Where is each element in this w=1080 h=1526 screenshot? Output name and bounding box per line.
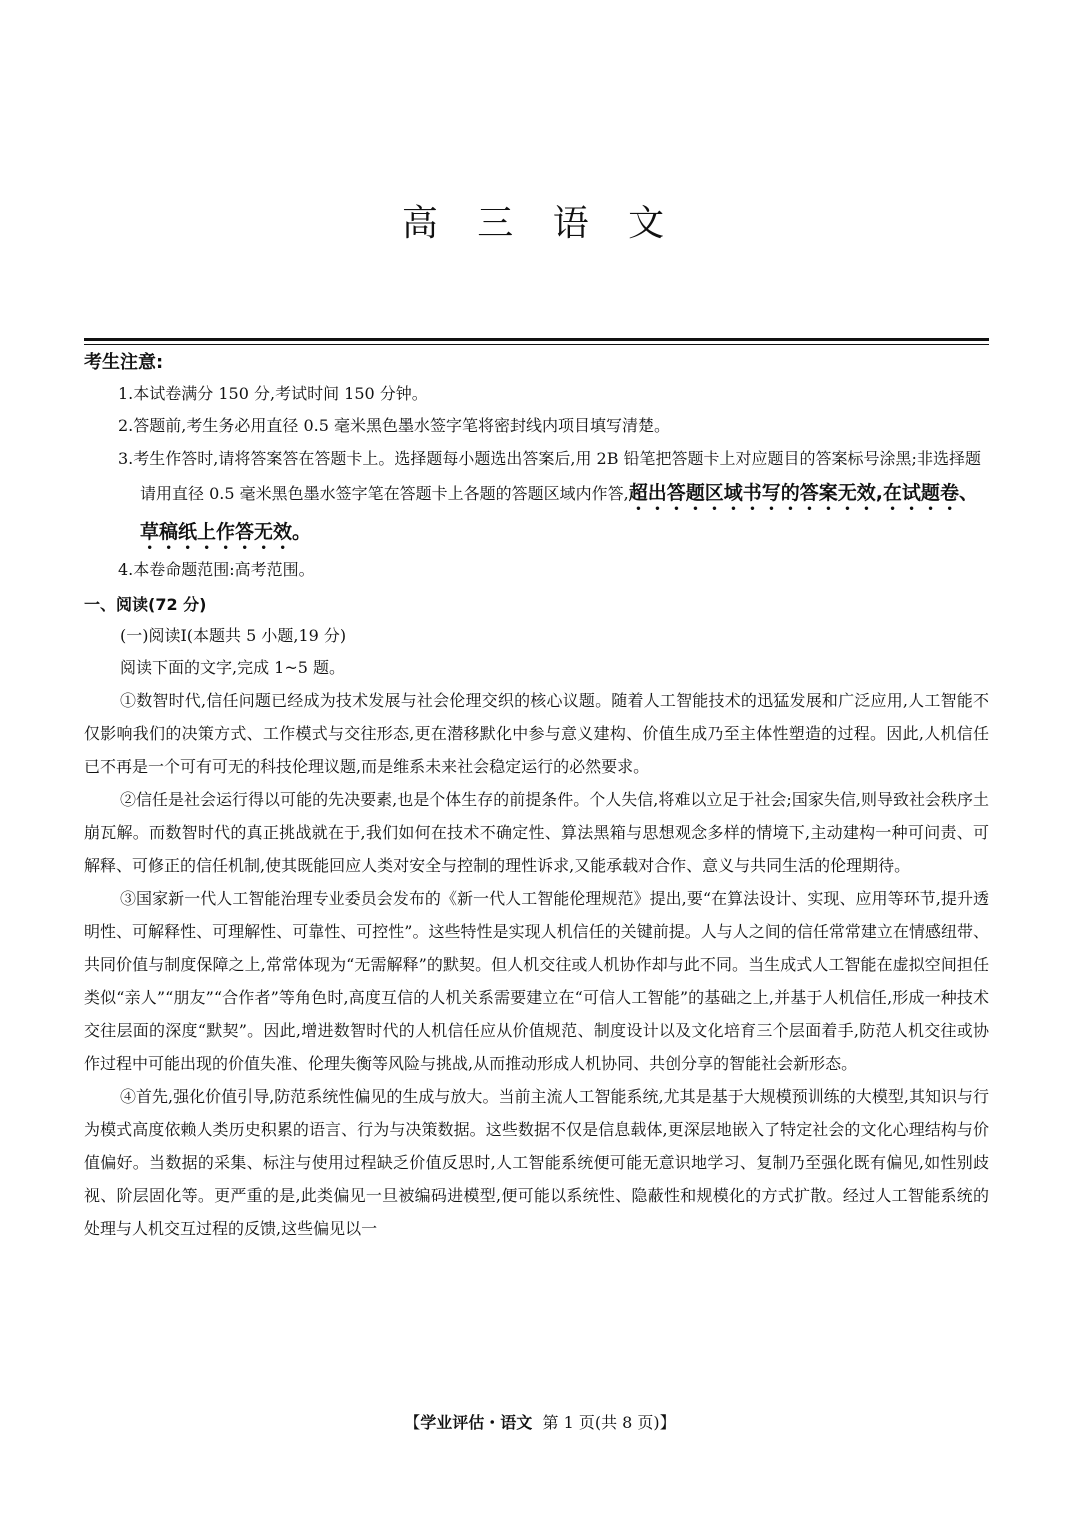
footer-right-bracket: 】: [659, 1413, 676, 1432]
page-footer: [0, 1410, 1080, 1433]
candidate-notice: [84, 348, 989, 586]
section-heading: 一、阅读(72 分): [84, 595, 207, 614]
notice-item-4: 4.本卷命题范围:高考范围。: [118, 560, 315, 579]
notice-item-3-text: 3.考生作答时,请将答案答在答题卡上。选择题每小题选出答案后,用 2B 铅笔把答题卡上对应题目的答案标号涂黑;非选择题请用直径 0.5 毫米黑色墨水签字笔在答题卡上各题的答题区域内作答,: [118, 449, 981, 503]
notice-item-3-emphasis: 超出答题区域书写的答案无效,在试题卷、草稿纸上作答无效。: [140, 482, 978, 543]
notice-heading: 考生注意:: [84, 352, 164, 373]
title-divider-thick: [84, 338, 989, 341]
footer-page-info: 第 1 页(共 8 页): [542, 1413, 660, 1432]
notice-item-2: 2.答题前,考生务必用直径 0.5 毫米黑色墨水签字笔将密封线内项目填写清楚。: [118, 416, 670, 435]
passage-paragraph-3: ③国家新一代人工智能治理专业委员会发布的《新一代人工智能伦理规范》提出,要“在算法设计、实现、应用等环节,提升透明性、可解释性、可理解性、可靠性、可控性”。这些特性是实现人机信任的关键前提。人与人之间的信任常常建立在情感纽带、共同价值与制度保障之上,常常体现为“无需解释”的默契。但人机交往或人机协作却与此不同。当生成式人工智能在虚拟空间担任类似“亲人”“朋友”“合作者”等角色时,高度互信的人机关系需要建立在“可信人工智能”的基础之上,并基于人机信任,形成一种技术交往层面的深度“默契”。因此,增进数智时代的人机信任应从价值规范、制度设计以及文化培育三个层面着手,防范人机交往或协作过程中可能出现的价值失准、伦理失衡等风险与挑战,从而推动形成人机协同、共创分享的智能社会新形态。: [84, 889, 989, 1073]
page-title: 高 三 语 文: [401, 203, 679, 244]
notice-item-1: 1.本试卷满分 150 分,考试时间 150 分钟。: [118, 384, 428, 403]
reading-section: [84, 590, 989, 1245]
passage-paragraph-2: ②信任是社会运行得以可能的先决要素,也是个体生存的前提条件。个人失信,将难以立足于社会;国家失信,则导致社会秩序土崩瓦解。而数智时代的真正挑战就在于,我们如何在技术不确定性、算法黑箱与思想观念多样的情境下,主动建构一种可问责、可解释、可修正的信任机制,使其既能回应人类对安全与控制的理性诉求,又能承载对合作、意义与共同生活的伦理期待。: [84, 790, 989, 875]
footer-exam-name: 学业评估・语文: [420, 1413, 533, 1432]
notice-item-3: [84, 442, 989, 554]
passage-paragraph-4: ④首先,强化价值引导,防范系统性偏见的生成与放大。当前主流人工智能系统,尤其是基于大规模预训练的大模型,其知识与行为模式高度依赖人类历史积累的语言、行为与决策数据。这些数据不仅是信息载体,更深层地嵌入了特定社会的文化心理结构与价值偏好。当数据的采集、标注与使用过程缺乏价值反思时,人工智能系统便可能无意识地学习、复制乃至强化既有偏见,如性别歧视、阶层固化等。更严重的是,此类偏见一旦被编码进模型,便可能以系统性、隐蔽性和规模化的方式扩散。经过人工智能系统的处理与人机交互过程的反馈,这些偏见以一: [84, 1087, 989, 1238]
reading-subheading: (一)阅读Ⅰ(本题共 5 小题,19 分): [120, 626, 347, 645]
footer-left-bracket: 【: [404, 1413, 421, 1432]
reading-instruction: 阅读下面的文字,完成 1~5 题。: [120, 658, 346, 677]
title-divider-thin: [84, 344, 989, 345]
passage-paragraph-1: ①数智时代,信任问题已经成为技术发展与社会伦理交织的核心议题。随着人工智能技术的迅猛发展和广泛应用,人工智能不仅影响我们的决策方式、工作模式与交往形态,更在潜移默化中参与意义建构、价值生成乃至主体性塑造的过程。因此,人机信任已不再是一个可有可无的科技伦理议题,而是维系未来社会稳定运行的必然要求。: [84, 691, 989, 776]
